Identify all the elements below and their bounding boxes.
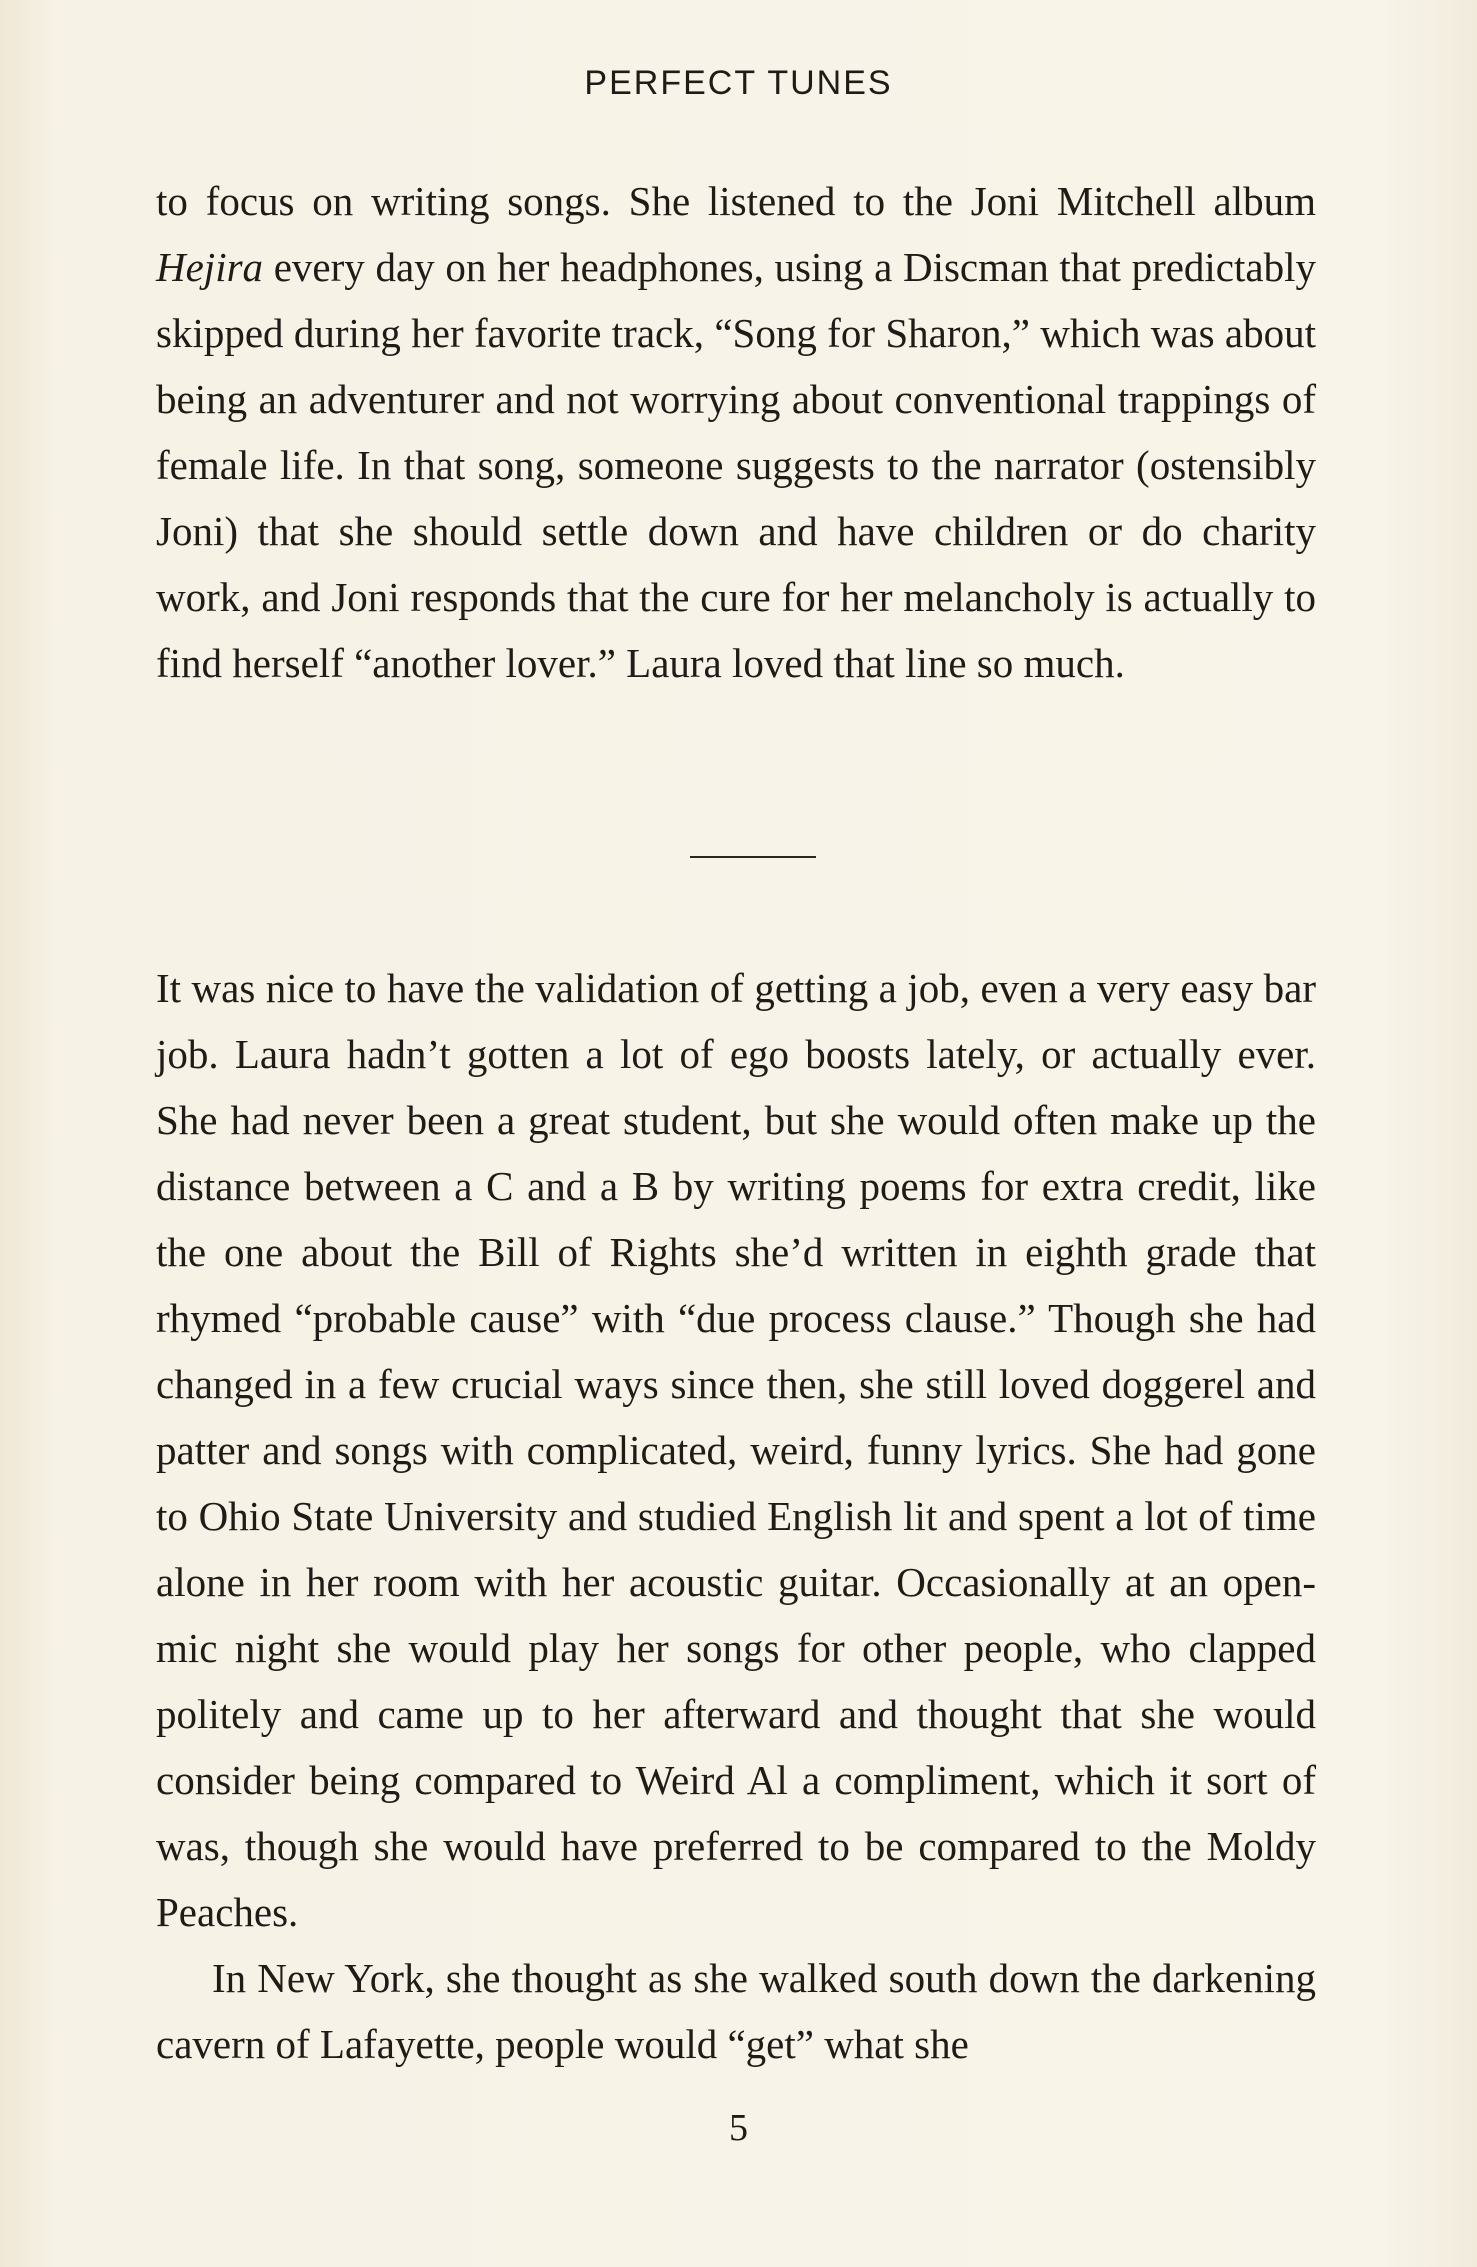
- paragraph-2: It was nice to have the validation of getting a job, even a very easy bar job. Laura hadn’t gotten a lot of ego boosts lately, or actually ever. She had never been a great student, but she would often make up the distance between a C and a B by writing poems for extra credit, like the one about the Bill of Rights she’d written in eighth grade that rhymed “probable cause” with “due process clause.” Though she had changed in a few crucial ways since then, she still loved doggerel and patter and songs with complicated, weird, funny lyrics. She had gone to Ohio State University and studied English lit and spent a lot of time alone in her room with her acoustic guitar. Occasionally at an open-mic night she would play her songs for other people, who clapped politely and came up to her afterward and thought that she would consider being compared to Weird Al a compliment, which it sort of was, though she would have preferred to be compared to the Moldy Peaches.: [156, 965, 1316, 1935]
- album-title: Hejira: [156, 244, 264, 290]
- text-block-lower: [156, 955, 1316, 2077]
- paragraph-1: [156, 168, 1316, 696]
- paragraph-1-start: to focus on writing songs. She listened to the Joni Mitchell album: [156, 178, 1316, 224]
- section-break-rule: [690, 856, 816, 858]
- paragraph-3: In New York, she thought as she walked south down the darkening cavern of Lafayette, people would “get” what she: [156, 1955, 1316, 2067]
- running-head: PERFECT TUNES: [584, 64, 893, 102]
- paragraph-1-end: every day on her headphones, using a Discman that predictably skipped during her favorite track, “Song for Sharon,” which was about being an adventurer and not worrying about conventional trappings of female life. In that song, someone suggests to the narrator (ostensibly Joni) that she should settle down and have children or do charity work, and Joni responds that the cure for her melancholy is actually to find herself “another lover.” Laura loved that line so much.: [156, 244, 1316, 686]
- text-block-upper: [156, 168, 1316, 696]
- page-number: 5: [729, 2107, 748, 2149]
